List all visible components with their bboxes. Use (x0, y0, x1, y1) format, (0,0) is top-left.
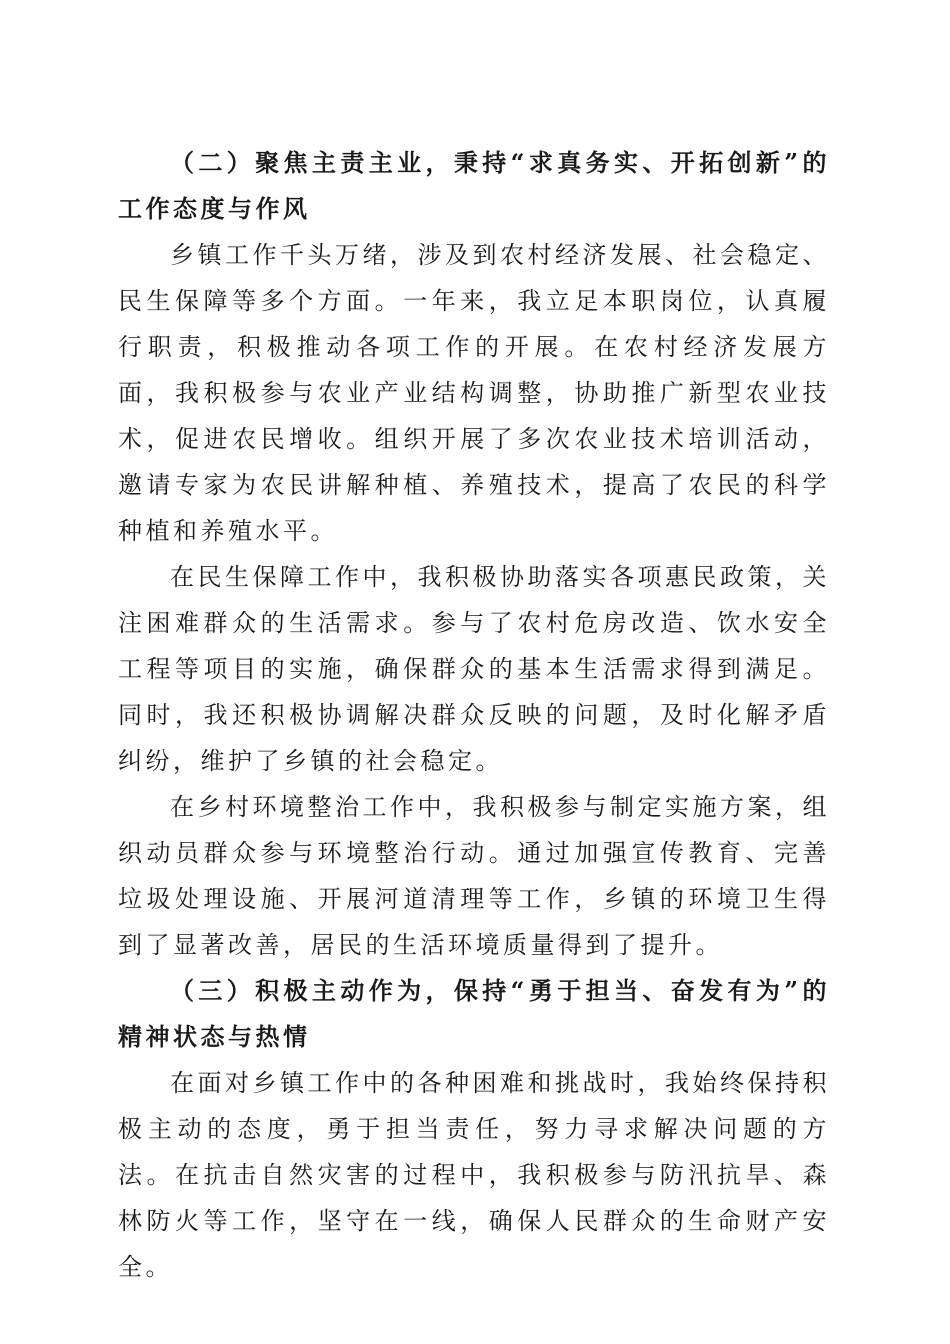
paragraph: 在乡村环境整治工作中，我积极参与制定实施方案，组织动员群众参与环境整治行动。通过加强宣传教育、完善垃圾处理设施、开展河道清理等工作，乡镇的环境卫生得到了显著改善，居民的生活环境质量得到了提升。 (118, 793, 830, 959)
paragraph: 在面对乡镇工作中的各种困难和挑战时，我始终保持积极主动的态度，勇于担当责任，努力寻求解决问题的方法。在抗击自然灾害的过程中，我积极参与防汛抗旱、森林防火等工作，坚守在一线，确保人民群众的生命财产安全。 (118, 1069, 830, 1281)
paragraph: 乡镇工作千头万绪，涉及到农村经济发展、社会稳定、民生保障等多个方面。一年来，我立足本职岗位，认真履行职责，积极推动各项工作的开展。在农村经济发展方面，我积极参与农业产业结构调整，协助推广新型农业技术，促进农民增收。组织开展了多次农业技术培训活动，邀请专家为农民讲解种植、养殖技术，提高了农民的科学种植和养殖水平。 (118, 241, 830, 545)
section-heading-2: （二）聚焦主责主业，秉持“求真务实、开拓创新”的工作态度与作风 (118, 148, 830, 223)
document-page (118, 140, 830, 1290)
section-heading-3: （三）积极主动作为，保持“勇于担当、奋发有为”的精神状态与热情 (118, 976, 830, 1051)
paragraph: 在民生保障工作中，我积极协助落实各项惠民政策，关注困难群众的生活需求。参与了农村危房改造、饮水安全工程等项目的实施，确保群众的基本生活需求得到满足。同时，我还积极协调解决群众反映的问题，及时化解矛盾纠纷，维护了乡镇的社会稳定。 (118, 563, 830, 775)
